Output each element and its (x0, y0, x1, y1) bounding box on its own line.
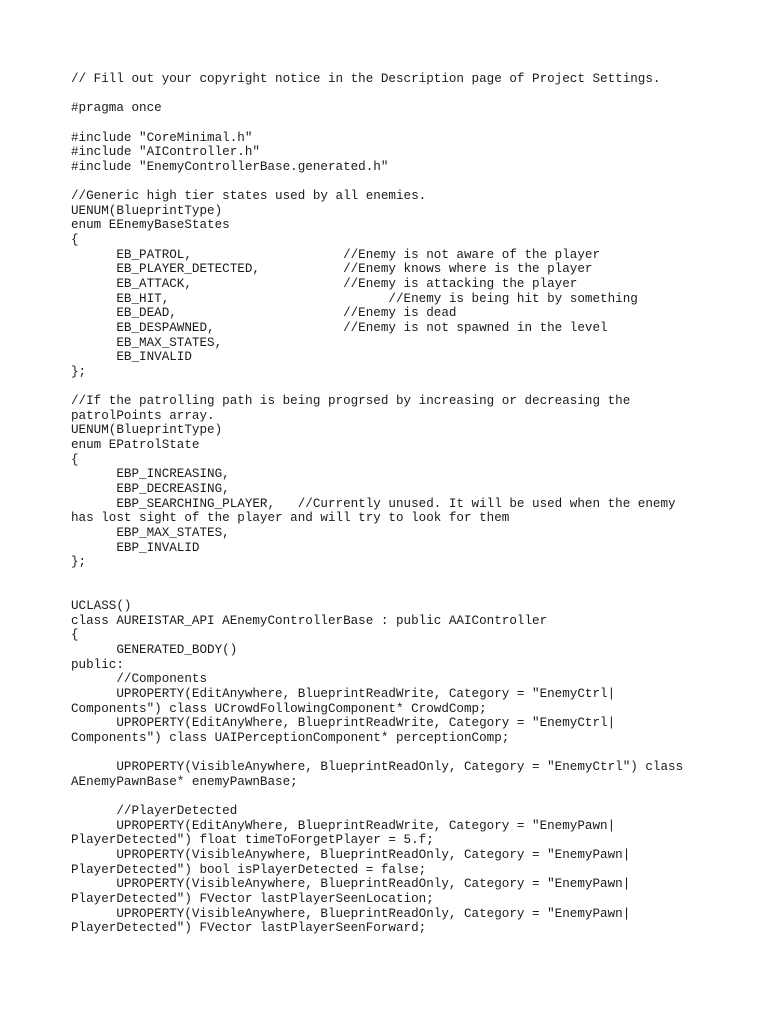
code-line: EB_ATTACK, //Enemy is attacking the player (71, 276, 578, 291)
code-line: GENERATED_BODY() (71, 642, 238, 657)
code-line: { (71, 452, 79, 467)
code-line: //Components (71, 672, 208, 687)
code-line: EB_MAX_STATES, (71, 335, 223, 350)
code-line: Components") class UCrowdFollowingComponent* CrowdComp; (71, 701, 487, 716)
code-document (71, 72, 741, 936)
blank-line (71, 789, 741, 804)
code-line: PlayerDetected") FVector lastPlayerSeenLocation; (71, 891, 434, 906)
code-line: UPROPERTY(VisibleAnywhere, BlueprintReadOnly, Category = "EnemyPawn| (71, 847, 631, 862)
code-line: public: (71, 657, 124, 672)
code-line: EBP_INCREASING, (71, 467, 230, 482)
code-line: PlayerDetected") float timeToForgetPlayer = 5.f; (71, 833, 434, 848)
code-line: EBP_INVALID (71, 540, 200, 555)
code-line: EB_HIT, //Enemy is being hit by something (71, 291, 638, 306)
blank-line (71, 174, 741, 189)
blank-line (71, 87, 741, 102)
blank-line (71, 116, 741, 131)
code-line: Components") class UAIPerceptionComponent* perceptionComp; (71, 730, 510, 745)
code-line: EB_DESPAWNED, //Enemy is not spawned in the level (71, 320, 608, 335)
code-line: #include "AIController.h" (71, 145, 260, 160)
code-line: AEnemyPawnBase* enemyPawnBase; (71, 774, 298, 789)
code-line: UPROPERTY(EditAnyWhere, BlueprintReadWrite, Category = "EnemyCtrl| (71, 716, 616, 731)
code-line: { (71, 233, 79, 248)
code-line: #include "EnemyControllerBase.generated.h" (71, 159, 389, 174)
code-line: has lost sight of the player and will try to look for them (71, 511, 510, 526)
blank-line (71, 584, 741, 599)
code-line: EBP_MAX_STATES, (71, 525, 230, 540)
code-line: //PlayerDetected (71, 804, 238, 819)
code-line: UPROPERTY(EditAnyWhere, BlueprintReadWrite, Category = "EnemyPawn| (71, 818, 616, 833)
code-line: #pragma once (71, 101, 162, 116)
code-line: #include "CoreMinimal.h" (71, 130, 253, 145)
code-line: PlayerDetected") bool isPlayerDetected = false; (71, 862, 427, 877)
code-line: UPROPERTY(VisibleAnywhere, BlueprintReadOnly, Category = "EnemyCtrl") class (71, 760, 684, 775)
code-line: EB_DEAD, //Enemy is dead (71, 306, 457, 321)
code-line: UENUM(BlueprintType) (71, 423, 223, 438)
code-line: PlayerDetected") FVector lastPlayerSeenForward; (71, 921, 427, 936)
code-line: EB_PLAYER_DETECTED, //Enemy knows where is the player (71, 262, 593, 277)
blank-line (71, 379, 741, 394)
code-line: // Fill out your copyright notice in the Description page of Project Settings. (71, 72, 661, 86)
code-line: UENUM(BlueprintType) (71, 203, 223, 218)
code-line: //Generic high tier states used by all enemies. (71, 189, 427, 204)
code-line: //If the patrolling path is being progrsed by increasing or decreasing the (71, 394, 631, 409)
code-line: class AUREISTAR_API AEnemyControllerBase : public AAIController (71, 613, 548, 628)
code-line: EBP_SEARCHING_PLAYER, //Currently unused. It will be used when the enemy (71, 496, 676, 511)
code-line: }; (71, 555, 87, 570)
code-line: { (71, 628, 79, 643)
blank-line (71, 745, 741, 760)
code-line: }; (71, 364, 87, 379)
code-line: EB_PATROL, //Enemy is not aware of the player (71, 247, 601, 262)
code-line: UPROPERTY(VisibleAnywhere, BlueprintReadOnly, Category = "EnemyPawn| (71, 877, 631, 892)
code-line: UPROPERTY(VisibleAnywhere, BlueprintReadOnly, Category = "EnemyPawn| (71, 906, 631, 921)
blank-line (71, 570, 741, 585)
code-line: EB_INVALID (71, 350, 192, 365)
code-line: enum EPatrolState (71, 438, 200, 453)
code-line: UPROPERTY(EditAnywhere, BlueprintReadWrite, Category = "EnemyCtrl| (71, 686, 616, 701)
code-line: enum EEnemyBaseStates (71, 218, 230, 233)
code-line: EBP_DECREASING, (71, 481, 230, 496)
code-line: patrolPoints array. (71, 408, 215, 423)
code-line: UCLASS() (71, 599, 132, 614)
